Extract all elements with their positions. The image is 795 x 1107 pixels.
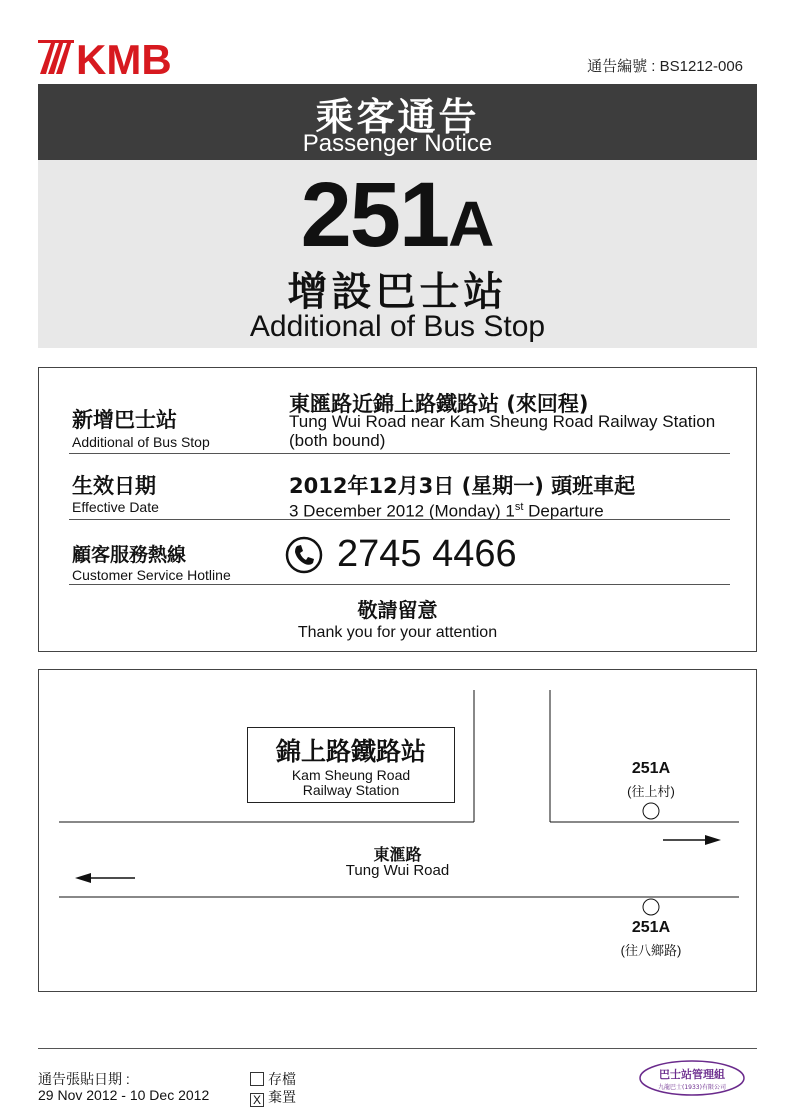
stop-label-zh: 新增巴士站 bbox=[72, 408, 177, 432]
date-value-en: 3 December 2012 (Monday) 1st Departure bbox=[289, 501, 604, 521]
stop-lower-route: 251A bbox=[631, 919, 671, 936]
divider bbox=[69, 519, 730, 520]
title-zh: 乘客通告 bbox=[315, 95, 480, 139]
bus-stop-unit-stamp bbox=[638, 1059, 746, 1097]
route-number: 251A bbox=[300, 164, 495, 266]
stop-value-en: Tung Wui Road near Kam Sheung Road Railway Station (both bound) bbox=[289, 412, 716, 450]
footer-divider bbox=[38, 1048, 757, 1049]
stop-value-zh: 東匯路近錦上路鐵路站 (來回程) bbox=[289, 392, 589, 416]
phone-icon bbox=[285, 536, 323, 574]
stop-upper-dest: (往上村) bbox=[627, 784, 675, 799]
road-name-en: Tung Wui Road bbox=[345, 862, 450, 879]
discard-option: X 棄置 bbox=[250, 1087, 296, 1107]
road-name-zh: 東滙路 bbox=[373, 845, 422, 864]
date-value-zh: 2012年12月3日 (星期一) 頭班車起 bbox=[289, 474, 636, 498]
posting-date-range: 29 Nov 2012 - 10 Dec 2012 bbox=[38, 1087, 210, 1103]
date-label-zh: 生效日期 bbox=[72, 474, 156, 498]
divider bbox=[69, 584, 730, 585]
notice-title-en: Additional of Bus Stop bbox=[249, 310, 546, 343]
hotline-label-zh: 顧客服務熱線 bbox=[72, 544, 187, 566]
location-map bbox=[38, 669, 757, 992]
station-name-zh: 錦上路鐵路站 bbox=[275, 737, 426, 766]
bus-stop-upper-marker bbox=[643, 803, 659, 819]
hotline-label-en: Customer Service Hotline bbox=[72, 567, 231, 583]
notice-title-zh: 增設巴士站 bbox=[287, 269, 508, 315]
thanks-en: Thank you for your attention bbox=[297, 624, 498, 641]
details-box bbox=[38, 367, 757, 652]
stop-lower-dest: (往八鄉路) bbox=[620, 943, 682, 958]
stamp-company: 九龍巴士(1933)有限公司 bbox=[658, 1084, 726, 1091]
stop-label-en: Additional of Bus Stop bbox=[72, 434, 210, 450]
route-banner bbox=[38, 160, 757, 348]
stamp-title: 巴士站管理組 bbox=[659, 1068, 725, 1081]
posting-date-label: 通告張貼日期 : bbox=[38, 1071, 130, 1087]
kmb-logo bbox=[38, 34, 178, 78]
thanks-zh: 敬請留意 bbox=[357, 598, 438, 622]
bus-stop-lower-marker bbox=[643, 899, 659, 915]
hotline-number: 2745 4466 bbox=[337, 533, 517, 575]
station-name-en: Kam Sheung Road bbox=[291, 767, 411, 783]
stop-upper-route: 251A bbox=[631, 760, 671, 777]
discard-checkbox: X bbox=[250, 1093, 264, 1107]
date-label-en: Effective Date bbox=[72, 499, 159, 515]
logo-text: KMB bbox=[76, 36, 172, 78]
notice-number: 通告編號 : BS1212-006 bbox=[587, 58, 743, 75]
divider bbox=[69, 453, 730, 454]
station-name-en-2: Railway Station bbox=[302, 782, 400, 798]
header-banner bbox=[38, 84, 757, 160]
file-checkbox bbox=[250, 1072, 264, 1086]
file-option: 存檔 bbox=[250, 1069, 296, 1089]
station-label-box bbox=[247, 727, 455, 803]
title-en: Passenger Notice bbox=[302, 130, 493, 157]
